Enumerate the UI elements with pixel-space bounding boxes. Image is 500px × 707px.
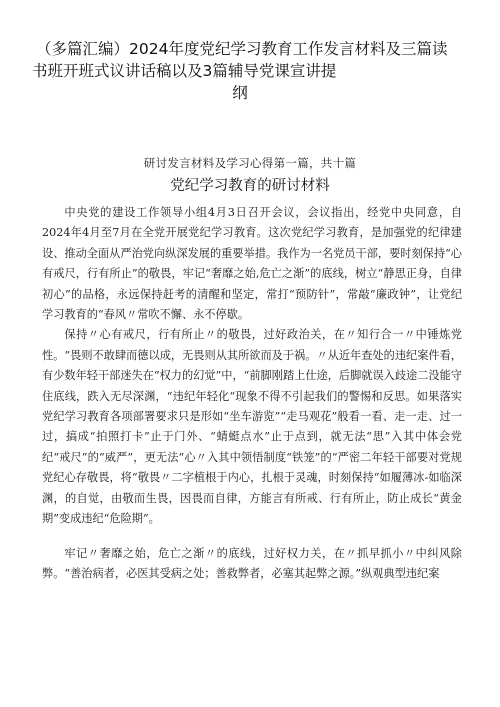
document-title <box>20 38 480 104</box>
section-title: 党纪学习教育的研讨材料 <box>170 178 330 194</box>
paragraph-2: 保持〃心有戒尺，行有所止〃的敬畏，过好政治关，在〃知行合一〃中锤炼党性。“畏则不敢肆而德以成，无畏则从其所欲而及于祸。〃从近年查处的违纪案件看，有少数年轻干部迷失在“权力的幻觉”中，“前脚刚踏上仕途，后脚就误入歧途二没能守住底线，跌入无尽深渊，“违纪年轻化“现象不得不引起我们的警惕和反思。如果落实党纪学习教育各项部署要求只是形如“坐车游览”“走马观花”般看一看、走一走、过一过，搞成“拍照打卡”止于门外、“蜻蜓点水”止于点到，就无法“思”入其中体会党纪“戒尺”的“威严”，更无法“心〃入其中领悟制度“铁笼”的“严密二年轻干部要对党规党纪心存敬畏，将“敬畏〃二字植根于内心，扎根于灵魂，时刻保持“如履薄冰-如临深渊，的自觉，由敬而生畏，因畏而自律，方能言有所戒、行有所止，防止成长“黄金期”变成违纪“危险期”。 <box>42 328 462 526</box>
title-line-3: 纲 <box>232 84 248 102</box>
paragraph-3: 牢记〃奢靡之始，危亡之渐〃的底线，过好权力关，在〃抓早抓小〃中纠风除弊。“善治病者，必医其受病之处；善救弊者，必塞其起弊之源。”纵观典型违纪案 <box>42 546 462 580</box>
document-body <box>42 203 462 584</box>
paragraph-1: 中央党的建设工作领导小组4月3日召开会议，会议指出，经党中央同意，自2024年4月至7月在全党开展党纪学习教育。这次党纪学习教育，是加强党的纪律建设、推动全面从严治党向纵深发展的重要举措。我作为一名党员干部，要时刻保持“心有戒尺，行有所止”的敬畏，牢记“奢靡之始,危亡之渐”的底线，树立“静思正身，自律初心”的品格，永远保持赶考的清醒和坚定，常打“预防针”，常敲“廉政钟”，让党纪学习教育的“春风〃常吹不懈、永不停歇。 <box>42 206 462 322</box>
title-line-1: （多篇汇编）2024年度党纪学习教育工作发言材料及三篇读 <box>36 40 448 58</box>
title-line-2: 书班开班式议讲话稿以及3篇辅导党课宣讲提 <box>32 62 337 80</box>
document-subhead: 研讨发言材料及学习心得第一篇，共十篇 <box>143 156 357 170</box>
